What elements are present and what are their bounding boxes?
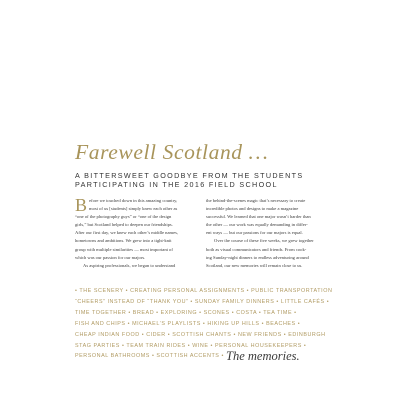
tag-row: TIME TOGETHER • BREAD • EXPLORING • SCONES • COSTA • TEA TIME • — [75, 309, 297, 316]
body-line: Scotland, our new memories will remain close to us. — [206, 262, 303, 268]
body-line: “one of the photography guys” or “one of the design — [75, 214, 172, 220]
tag-row: STAG PARTIES • TEAM TRAIN RIDES • WINE • PERSONAL HOUSEKEEPERS • — [75, 342, 307, 349]
body-line: both as visual communicators and friends. From cook- — [206, 246, 307, 252]
body-line: Over the course of these five weeks, we grew together — [214, 238, 314, 244]
body-line: the other — our work was equally demanding in differ- — [206, 222, 308, 228]
tag-row: • THE SCENERY • CREATING PERSONAL ASSIGNMENTS • PUBLIC TRANSPORTATION — [75, 288, 333, 294]
closing-tagline: The memories. — [226, 349, 300, 363]
body-column-left — [75, 197, 193, 270]
body-line: which was our passion for our majors. — [75, 254, 146, 260]
tag-row: “CHEERS” INSTEAD OF “THANK YOU” • SUNDAY FAMILY DINNERS • LITTLE CAFÉS • — [75, 298, 330, 305]
subtitle — [75, 171, 345, 189]
drop-cap: B — [75, 195, 88, 215]
body-line: As aspiring professionals, we began to understand — [83, 262, 176, 268]
body-line: most of us [students] simply knew each other as — [89, 206, 178, 212]
body-line: successful. We learned that one major wasn’t harder than — [206, 214, 311, 220]
body-line: girls,” but Scotland helped to deepen our friendships. — [75, 222, 173, 228]
tag-row: CHEAP INDIAN FOOD • CIDER • SCOTTISH CHANTS • NEW FRIENDS • EDINBURGH — [75, 331, 326, 338]
body-column-right — [206, 197, 324, 270]
subtitle-line: PARTICIPATING IN THE 2016 FIELD SCHOOL — [75, 180, 278, 190]
body-line: incredible photos and designs to make a magazine — [206, 206, 299, 212]
subtitle-line: A BITTERSWEET GOODBYE FROM THE STUDENTS — [75, 171, 304, 180]
body-line: ing Sunday-night dinners to endless adventuring around — [206, 254, 309, 260]
body-line: After our first day, we knew each other’s middle names, — [75, 230, 179, 236]
body-line: the behind-the-scenes magic that’s necessary to create — [206, 198, 306, 203]
body-line: efore we touched down in this amazing country, — [89, 198, 178, 203]
body-line: group with multiple similarities — most important of — [75, 246, 173, 252]
body-line: hometowns and ambitions. We grew into a tight-knit — [75, 238, 172, 244]
body-line: ent ways — but our passions for our majors is equal. — [206, 230, 303, 236]
tag-row: FISH AND CHIPS • MICHAEL’S PLAYLISTS • HIKING UP HILLS • BEACHES • — [75, 320, 301, 327]
memories-tag-list — [75, 286, 365, 362]
page-title: Farewell Scotland … — [75, 140, 269, 164]
tag-row: PERSONAL BATHROOMS • SCOTTISH ACCENTS • — [75, 353, 224, 360]
